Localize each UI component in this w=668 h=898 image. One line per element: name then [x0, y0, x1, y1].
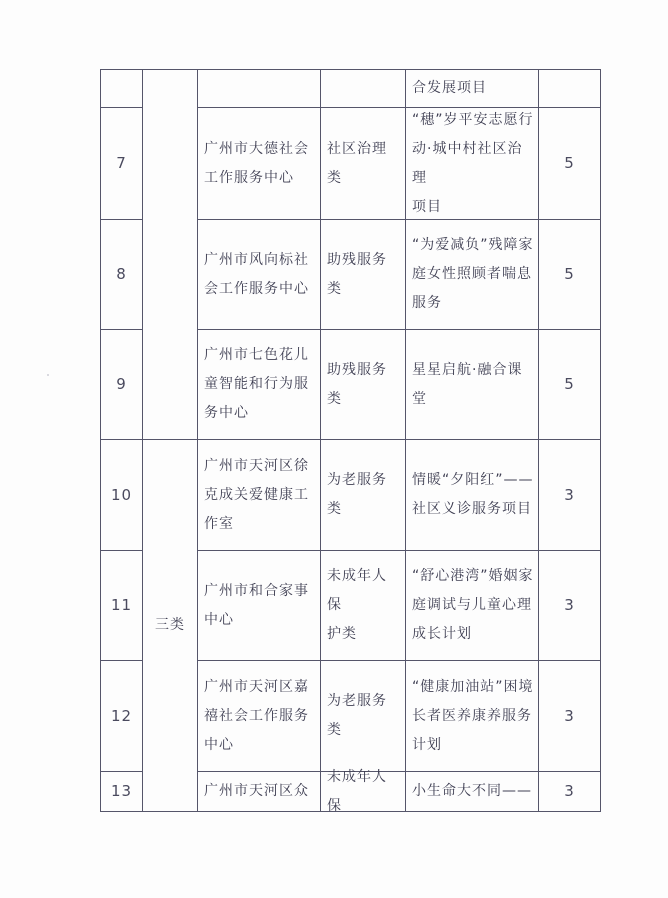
- score-cell: [539, 440, 600, 550]
- project-line: 长者医养康养服务: [412, 707, 532, 724]
- org-cell: [198, 330, 320, 439]
- org-cell: [198, 108, 320, 219]
- project-cell: [406, 330, 538, 439]
- row-number: [101, 551, 142, 660]
- score-cell: [539, 551, 600, 660]
- org-line: 广州市风向标社: [204, 251, 309, 268]
- type-cell: [321, 220, 405, 329]
- type-text: 为老服务类: [327, 693, 387, 738]
- type-cell: [321, 768, 405, 814]
- project-line: 情暖“夕阳红”——: [412, 472, 534, 488]
- project-cell: [406, 661, 538, 771]
- score-cell: [539, 220, 600, 329]
- row-number-text: 9: [116, 375, 127, 393]
- score-text: 3: [564, 782, 575, 800]
- type-cell: [321, 330, 405, 439]
- score-cell: [539, 108, 600, 219]
- org-line: 广州市天河区众: [204, 783, 309, 799]
- org-line: 会工作服务中心: [204, 280, 309, 297]
- project-line: “为爱减负”残障家: [412, 237, 534, 253]
- score-cell: [539, 330, 600, 439]
- scan-speck: [47, 374, 49, 376]
- project-line: “健康加油站”困境: [412, 678, 534, 695]
- table-border-right: [600, 69, 601, 812]
- type-cell: [321, 108, 405, 219]
- row-number: [101, 661, 142, 771]
- org-cell: [198, 220, 320, 329]
- project-line: 庭女性照顾者喘息: [412, 266, 532, 282]
- project-line: 合发展项目: [412, 80, 487, 96]
- type-text: 未成年人保: [327, 768, 387, 814]
- category-label: 三类: [155, 617, 185, 633]
- org-line: 广州市天河区徐: [204, 457, 309, 474]
- project-line: 社区义诊服务项目: [412, 501, 532, 517]
- row-number: [101, 108, 142, 219]
- org-line: 广州市七色花儿: [204, 347, 309, 363]
- category-cell: [143, 440, 197, 811]
- row-number-text: 8: [116, 265, 127, 283]
- project-line: 服务: [412, 295, 442, 311]
- score-text: 5: [564, 265, 575, 283]
- org-line: 广州市和合家事: [204, 582, 309, 599]
- org-cell: [198, 551, 320, 660]
- org-cell: [198, 772, 320, 811]
- project-line: 项目: [412, 198, 442, 215]
- score-text: 3: [564, 485, 575, 504]
- project-cell: [406, 108, 538, 219]
- project-line: 成长计划: [412, 626, 472, 642]
- project-cell: [406, 70, 538, 107]
- org-line: 广州市大德社会: [204, 140, 309, 157]
- score-text: 5: [564, 375, 575, 393]
- row-number: [101, 220, 142, 329]
- type-cell: [321, 551, 405, 660]
- project-cell: [406, 440, 538, 550]
- row-number: [101, 772, 142, 811]
- project-line: 计划: [412, 736, 442, 753]
- org-line: 广州市天河区嘉: [204, 678, 309, 695]
- type-text: 为老服务类: [327, 472, 387, 517]
- row-number: [101, 330, 142, 439]
- org-line: 童智能和行为服: [204, 376, 309, 392]
- row-number-text: 11: [110, 596, 133, 614]
- project-cell: [406, 220, 538, 329]
- project-line: 动·城中村社区治理: [412, 140, 523, 186]
- row-number-text: 12: [110, 706, 133, 725]
- type-cell: [321, 661, 405, 771]
- score-cell: [539, 772, 600, 811]
- project-line: 庭调试与儿童心理: [412, 597, 532, 613]
- org-cell: [198, 661, 320, 771]
- project-cell: [406, 772, 538, 811]
- project-line: 星星启航·融合课堂: [412, 361, 523, 407]
- type-text: 助残服务类: [327, 361, 387, 407]
- row-number-text: 13: [110, 782, 133, 800]
- type-cell: [321, 440, 405, 550]
- org-cell: [198, 440, 320, 550]
- project-line: “穗”岁平安志愿行: [412, 111, 534, 128]
- org-line: 中心: [204, 611, 234, 628]
- row-number-text: 7: [116, 154, 127, 172]
- org-line: 作室: [204, 515, 234, 532]
- org-line: 禧社会工作服务: [204, 707, 309, 724]
- project-line: 小生命大不同——: [412, 783, 532, 799]
- type-text: 社区治理类: [327, 140, 387, 186]
- org-line: 工作服务中心: [204, 169, 294, 186]
- project-line: “舒心港湾”婚姻家: [412, 568, 534, 584]
- org-line: 克成关爱健康工: [204, 486, 309, 503]
- score-text: 5: [564, 154, 575, 172]
- row-number-text: 10: [110, 485, 133, 504]
- type-text: 护类: [327, 626, 357, 642]
- score-text: 3: [564, 596, 575, 614]
- row-number: [101, 440, 142, 550]
- score-cell: [539, 661, 600, 771]
- score-text: 3: [564, 706, 575, 725]
- type-text: 未成年人保: [327, 568, 387, 613]
- org-line: 务中心: [204, 405, 249, 421]
- org-line: 中心: [204, 736, 234, 753]
- type-text: 助残服务类: [327, 251, 387, 297]
- project-cell: [406, 551, 538, 660]
